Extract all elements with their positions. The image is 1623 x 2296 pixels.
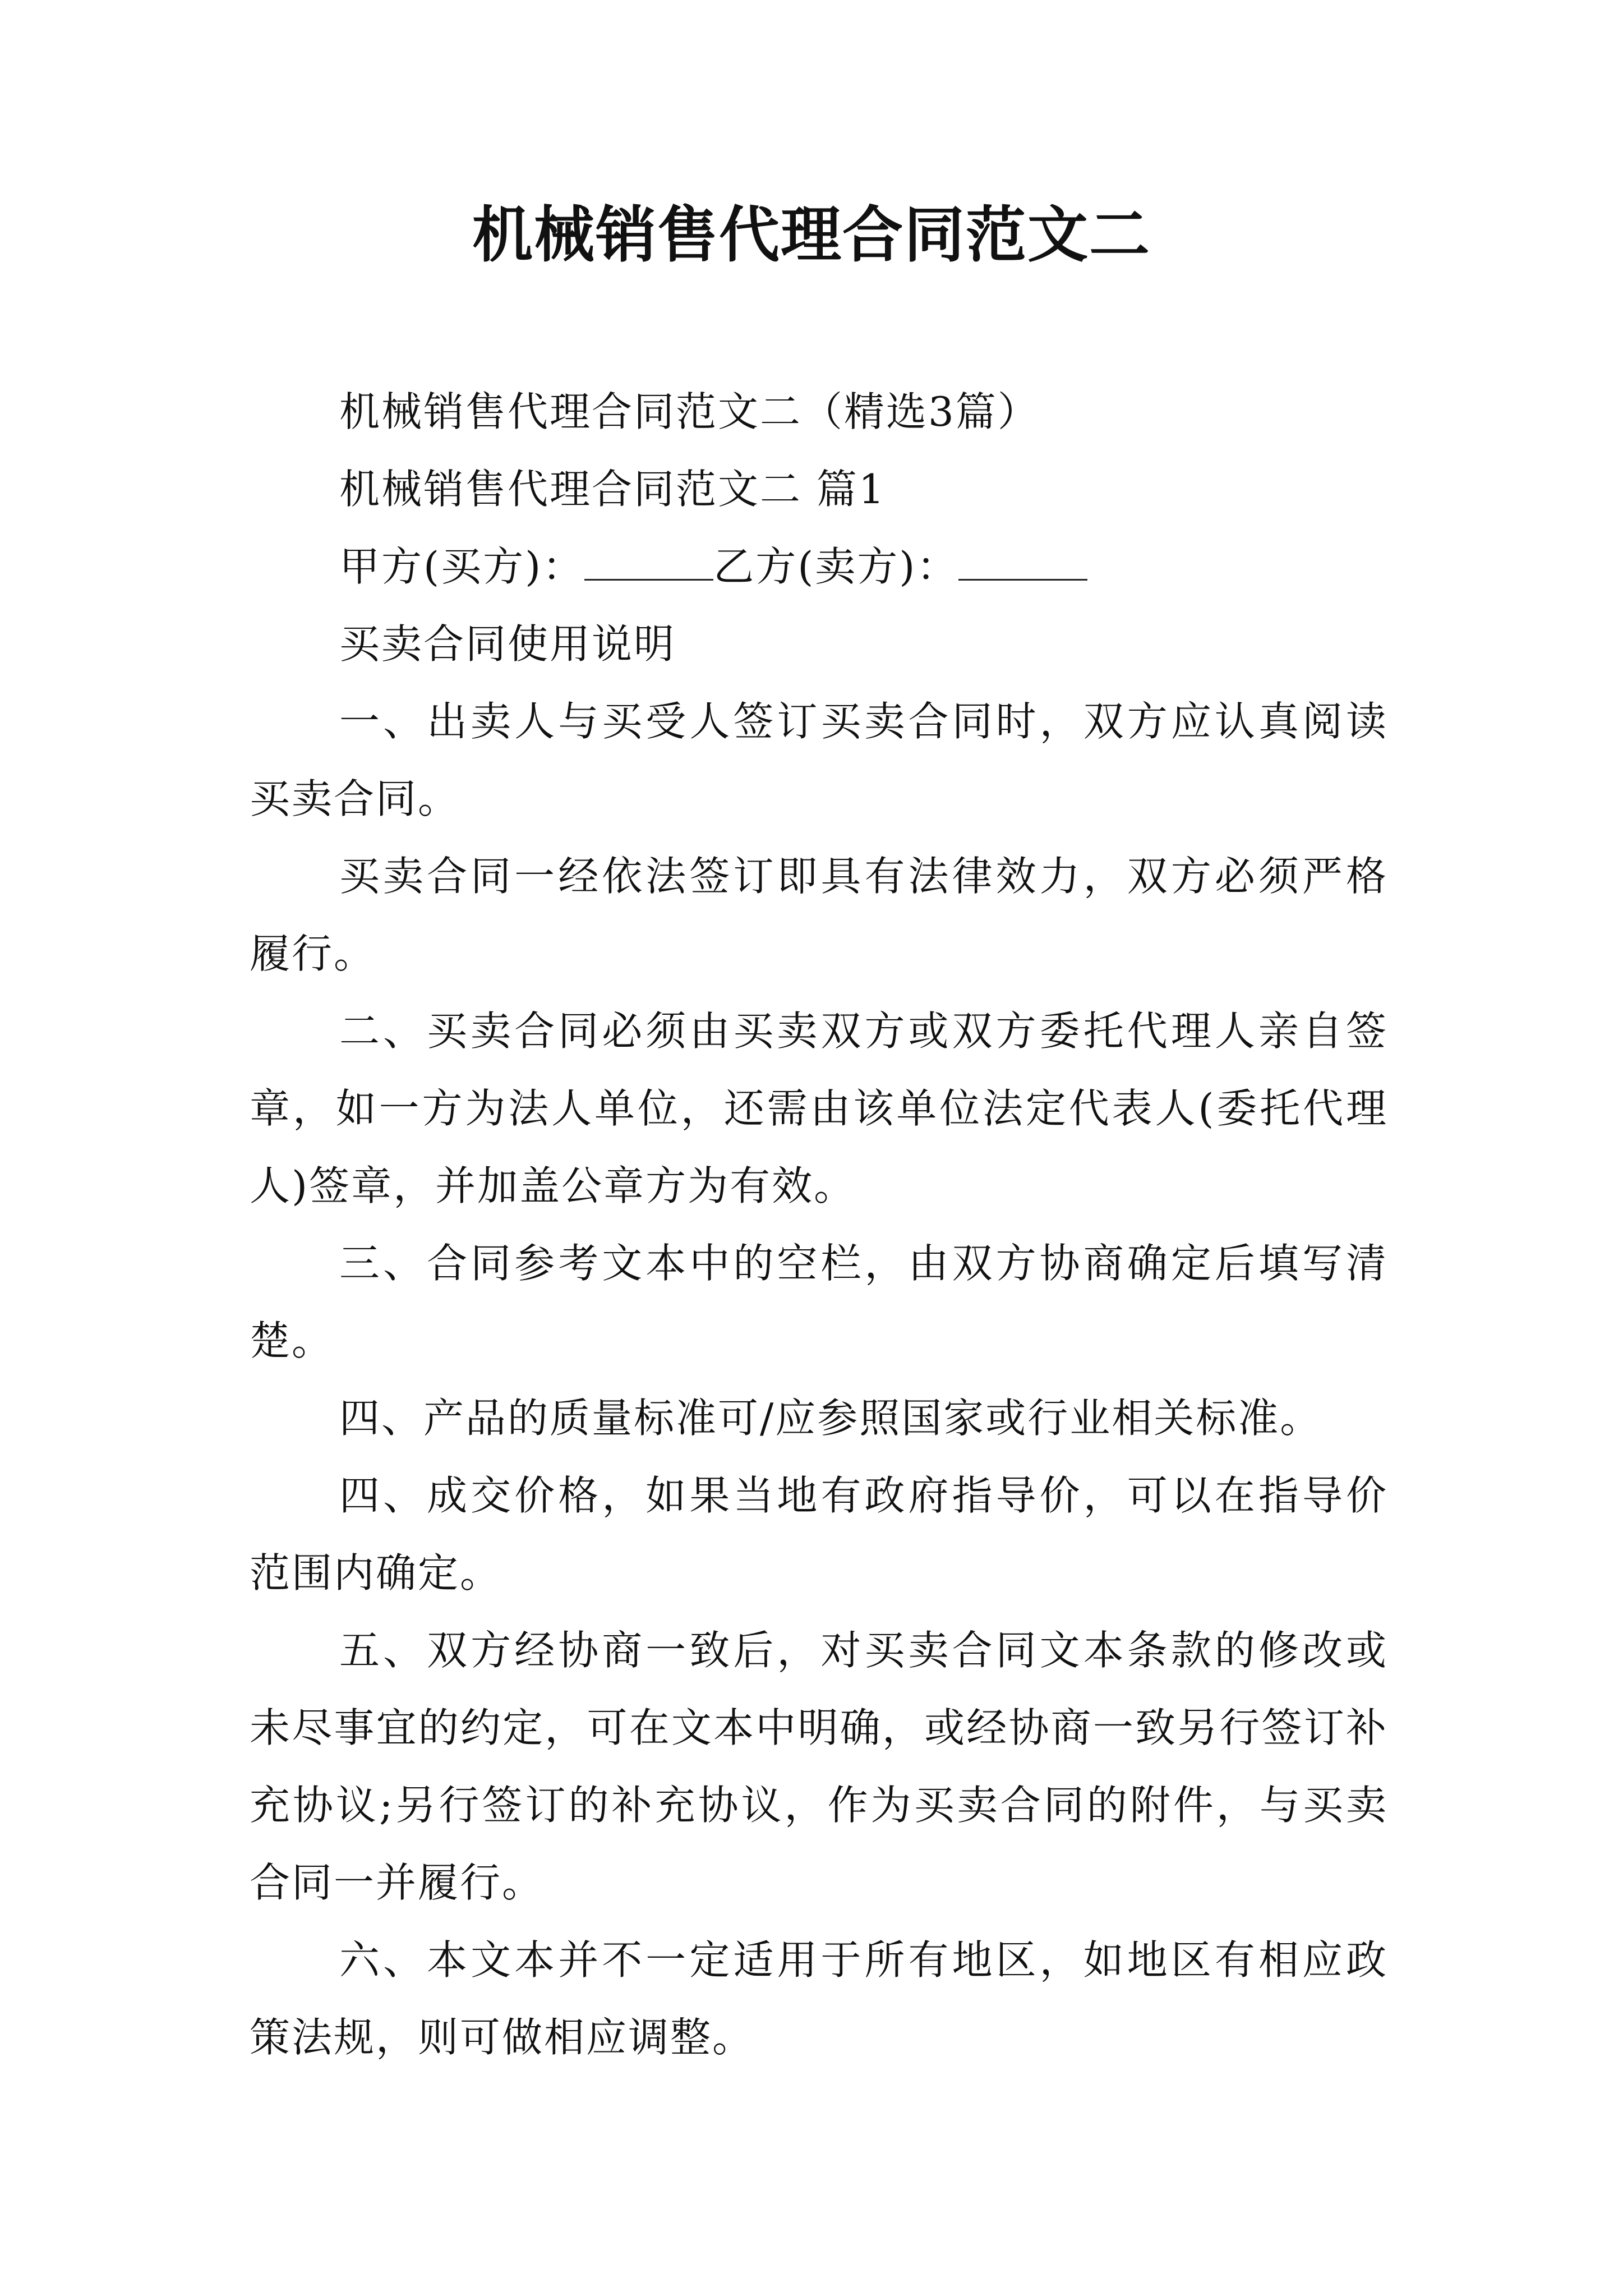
document-body xyxy=(250,373,1388,2076)
section-heading: 机械销售代理合同范文二 篇1 xyxy=(339,466,886,513)
paragraph-3: 二、买卖合同必须由买卖双方或双方委托代理人亲自签章，如一方为法人单位，还需由该单位法定代表人(委托代理人)签章，并加盖公章方为有效。 xyxy=(250,1007,1388,1209)
party-a-blank xyxy=(584,578,713,581)
party-b-label: 乙方(卖方)： xyxy=(713,543,959,590)
party-line xyxy=(250,528,1388,605)
subtitle: 机械销售代理合同范文二（精选3篇） xyxy=(339,388,1040,435)
paragraph-4: 三、合同参考文本中的空栏，由双方协商确定后填写清楚。 xyxy=(250,1240,1388,1364)
instructions-heading: 买卖合同使用说明 xyxy=(339,620,676,668)
document-title: 机械销售代理合同范文二 xyxy=(472,200,1151,270)
party-a-label: 甲方(买方)： xyxy=(339,543,585,590)
paragraph-8: 六、本文本并不一定适用于所有地区，如地区有相应政策法规，则可做相应调整。 xyxy=(250,1936,1388,2061)
paragraph-7: 五、双方经协商一致后，对买卖合同文本条款的修改或未尽事宜的约定，可在文本中明确，或经协商一致另行签订补充协议;另行签订的补充协议，作为买卖合同的附件，与买卖合同一并履行。 xyxy=(250,1627,1388,1906)
paragraph-6: 四、成交价格，如果当地有政府指导价，可以在指导价范围内确定。 xyxy=(250,1472,1388,1596)
paragraph-1: 一、出卖人与买受人签订买卖合同时，双方应认真阅读买卖合同。 xyxy=(250,698,1388,822)
party-b-blank xyxy=(958,578,1087,581)
paragraph-5: 四、产品的质量标准可/应参照国家或行业相关标准。 xyxy=(339,1395,1322,1442)
paragraph-2: 买卖合同一经依法签订即具有法律效力，双方必须严格履行。 xyxy=(250,853,1388,977)
